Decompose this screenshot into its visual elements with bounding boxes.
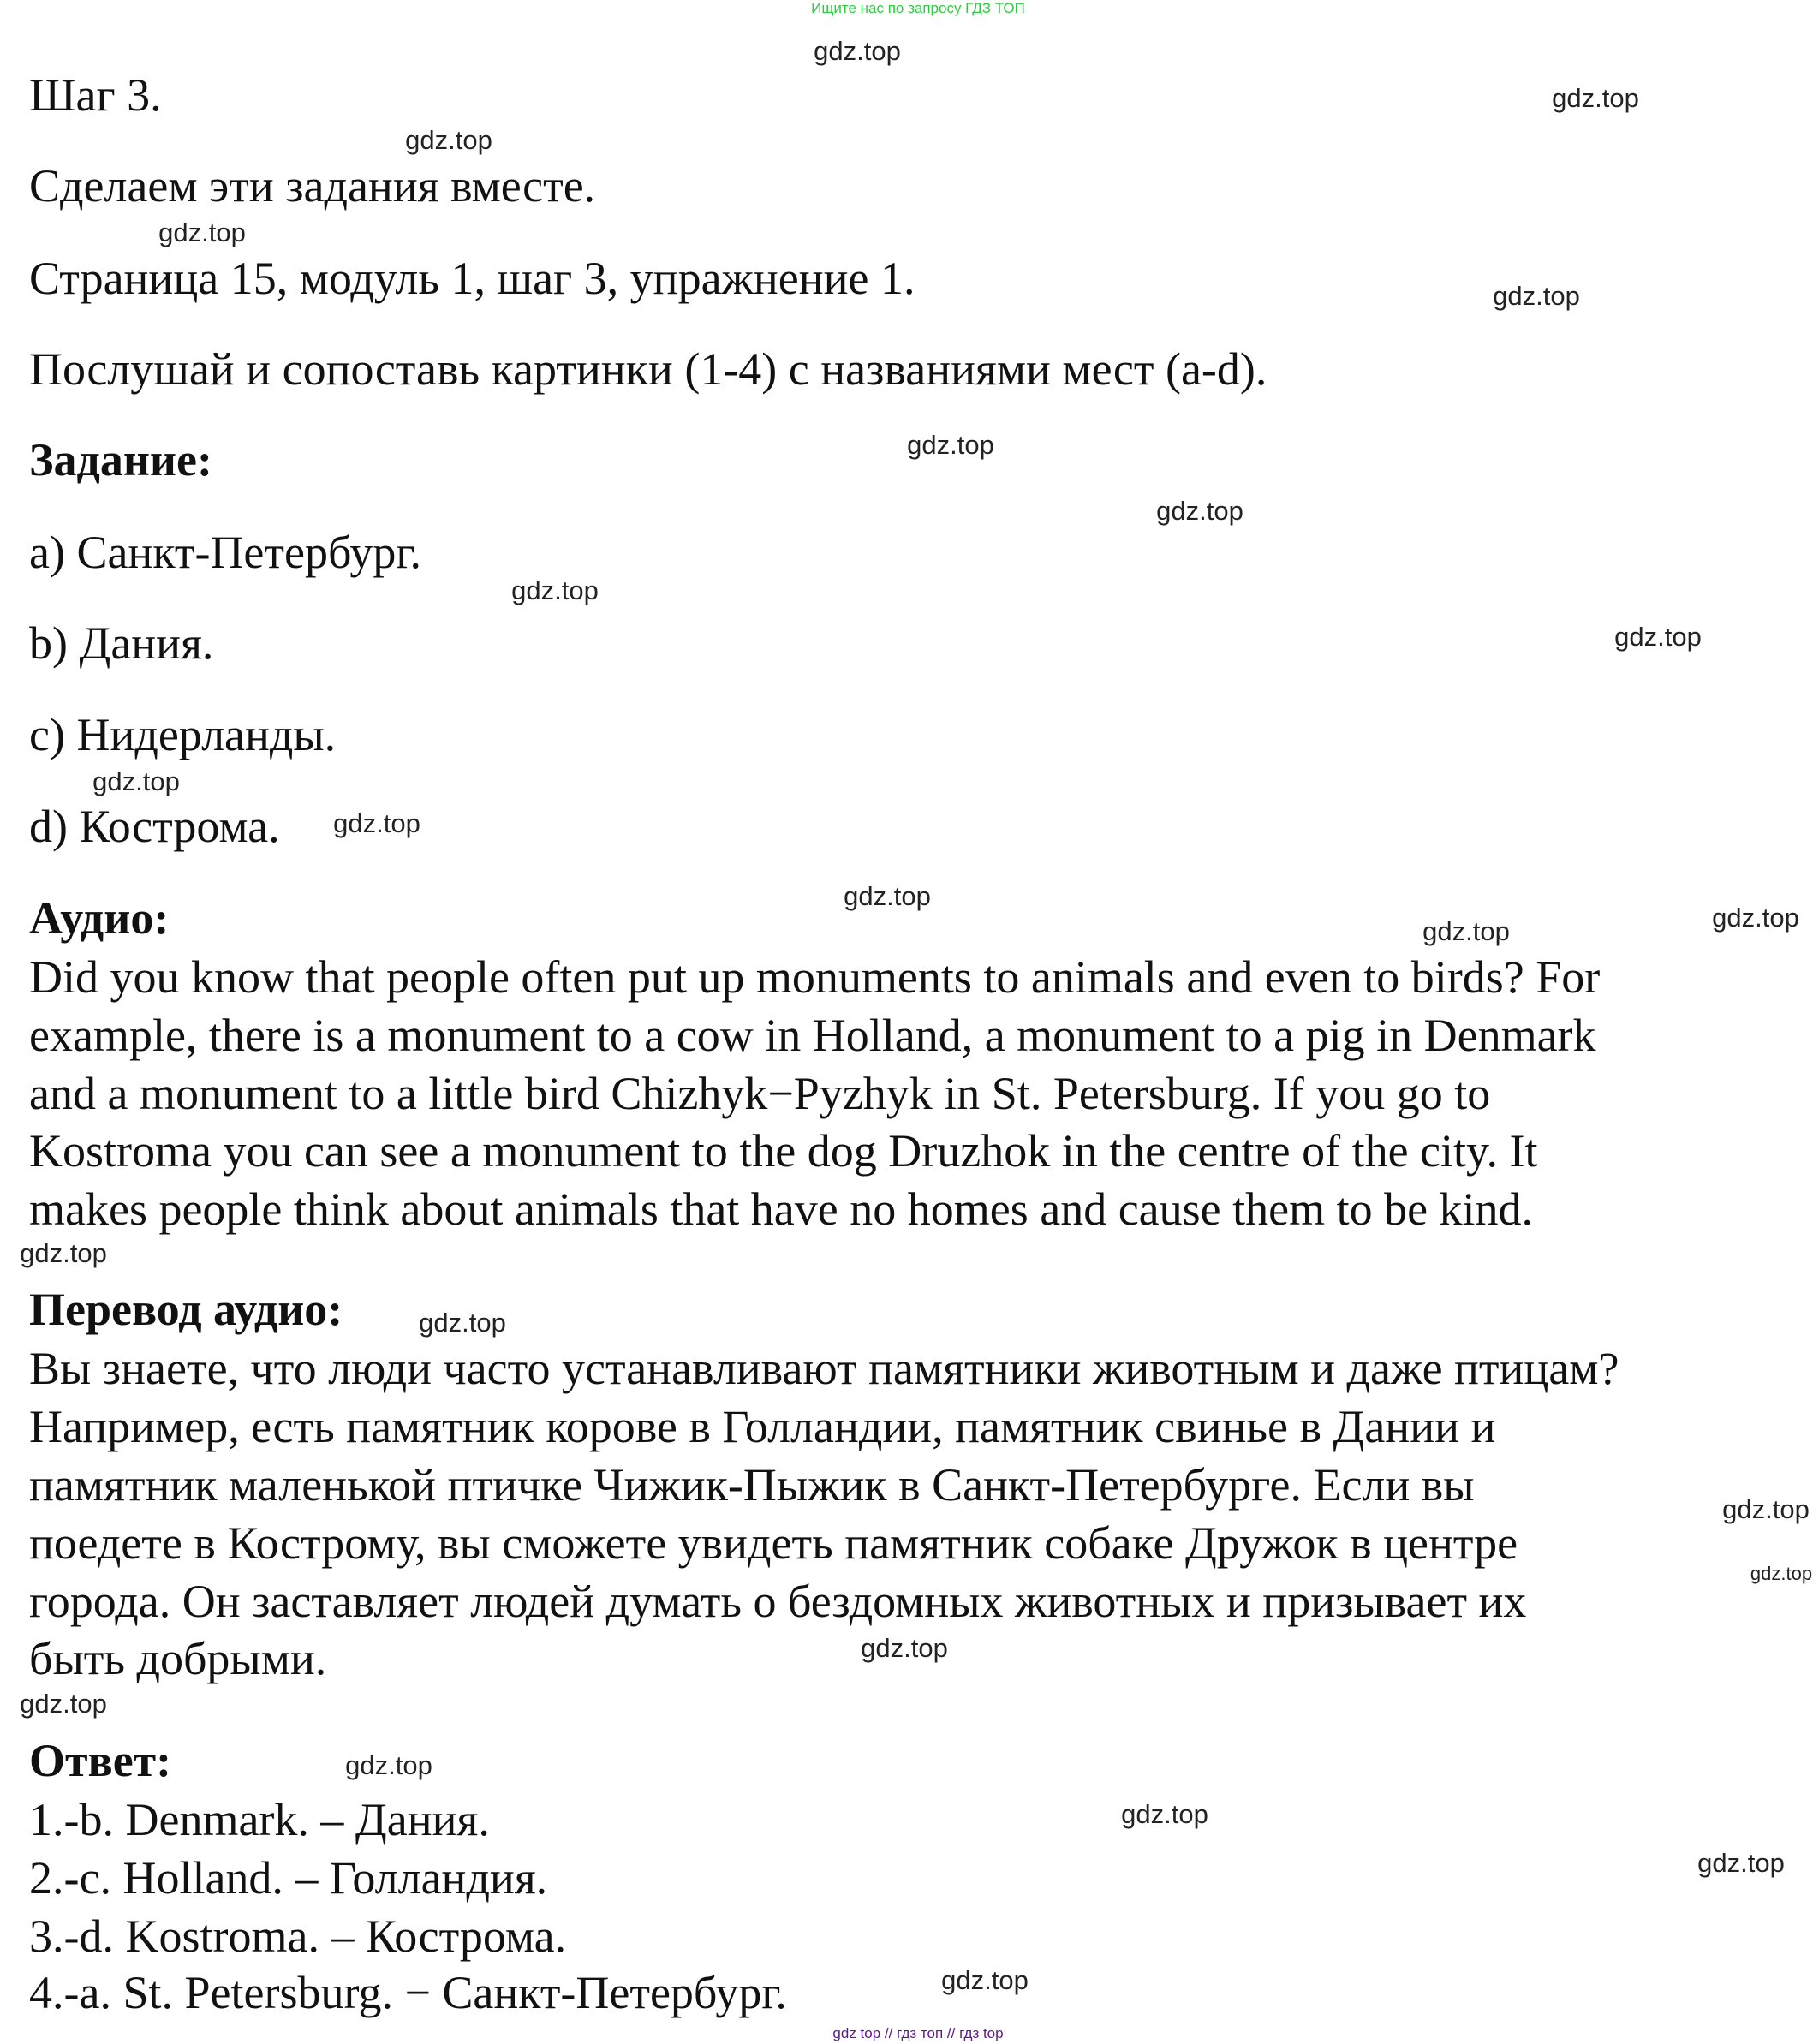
translation-line: Например, есть памятник корове в Голландии, памятник свинье в Дании и (29, 1401, 1496, 1452)
watermark: gdz.top (1722, 1494, 1810, 1524)
watermark: gdz.top (1697, 1848, 1785, 1878)
audio-line: Kostroma you can see a monument to the dog Druzhok in the centre of the city. It (29, 1125, 1538, 1177)
audio-line: example, there is a monument to a cow in Holland, a monument to a pig in Denmark (29, 1010, 1596, 1061)
audio-line: makes people think about animals that have no homes and cause them to be kind. (29, 1183, 1534, 1235)
translation-heading: Перевод аудио: (29, 1284, 343, 1335)
translation-line: города. Он заставляет людей думать о бездомных животных и призывает их (29, 1576, 1527, 1627)
watermark: gdz.top (1712, 903, 1799, 933)
watermark: gdz.top (158, 218, 246, 247)
watermark: gdz.top (20, 1689, 107, 1719)
watermark: gdz.top (844, 881, 931, 911)
watermark: gdz.top (511, 575, 599, 605)
instruction-text: Послушай и сопоставь картинки (1-4) с названиями мест (a-d). (29, 343, 1267, 395)
reference-text: Страница 15, модуль 1, шаг 3, упражнение 1. (29, 253, 915, 304)
watermark: gdz.top (941, 1965, 1029, 1995)
answer-line: 2.-c. Holland. – Голландия. (29, 1852, 548, 1904)
translation-line: поедете в Кострому, вы сможете увидеть памятник собаке Дружок в центре (29, 1517, 1518, 1569)
watermark: gdz.top (814, 36, 901, 66)
task-item: d) Кострома. (29, 801, 280, 852)
watermark: gdz.top (333, 808, 420, 838)
watermark: gdz.top (861, 1633, 948, 1663)
watermark: gdz.top (1121, 1799, 1208, 1829)
watermark: gdz.top (1614, 622, 1702, 652)
intro-text: Сделаем эти задания вместе. (29, 160, 596, 212)
translation-line: памятник маленькой птичке Чижик-Пыжик в Санкт-Петербурге. Если вы (29, 1459, 1475, 1511)
watermark: gdz.top (1750, 1563, 1813, 1584)
watermark: gdz.top (419, 1308, 506, 1338)
answer-line: 1.-b. Denmark. – Дания. (29, 1794, 490, 1845)
task-item: b) Дания. (29, 617, 214, 669)
step-title: Шаг 3. (29, 69, 162, 121)
bottom-banner[interactable]: gdz top // гдз топ // гдз top (832, 2025, 1004, 2041)
watermark: gdz.top (1156, 496, 1243, 526)
audio-line: Did you know that people often put up monuments to animals and even to birds? For (29, 951, 1601, 1003)
task-item: c) Нидерланды. (29, 709, 337, 760)
watermark: gdz.top (20, 1238, 107, 1268)
translation-line: быть добрыми. (29, 1633, 327, 1684)
watermark: gdz.top (345, 1750, 432, 1780)
watermark: gdz.top (1422, 916, 1510, 946)
task-item: a) Санкт-Петербург. (29, 527, 421, 578)
answer-line: 4.-a. St. Petersburg. − Санкт-Петербург. (29, 1967, 787, 2018)
answer-line: 3.-d. Kostroma. – Кострома. (29, 1910, 567, 1962)
watermark: gdz.top (92, 766, 180, 796)
watermark: gdz.top (405, 125, 492, 155)
watermark: gdz.top (907, 430, 994, 460)
watermark: gdz.top (1493, 281, 1580, 311)
top-banner[interactable]: Ищите нас по запросу ГДЗ ТОП (811, 0, 1025, 16)
audio-heading: Аудио: (29, 892, 170, 944)
audio-line: and a monument to a little bird Chizhyk−Pyzhyk in St. Petersburg. If you go to (29, 1068, 1491, 1119)
answer-heading: Ответ: (29, 1735, 172, 1786)
watermark: gdz.top (1552, 83, 1639, 113)
translation-line: Вы знаете, что люди часто устанавливают памятники животным и даже птицам? (29, 1343, 1619, 1394)
task-heading: Задание: (29, 434, 212, 486)
